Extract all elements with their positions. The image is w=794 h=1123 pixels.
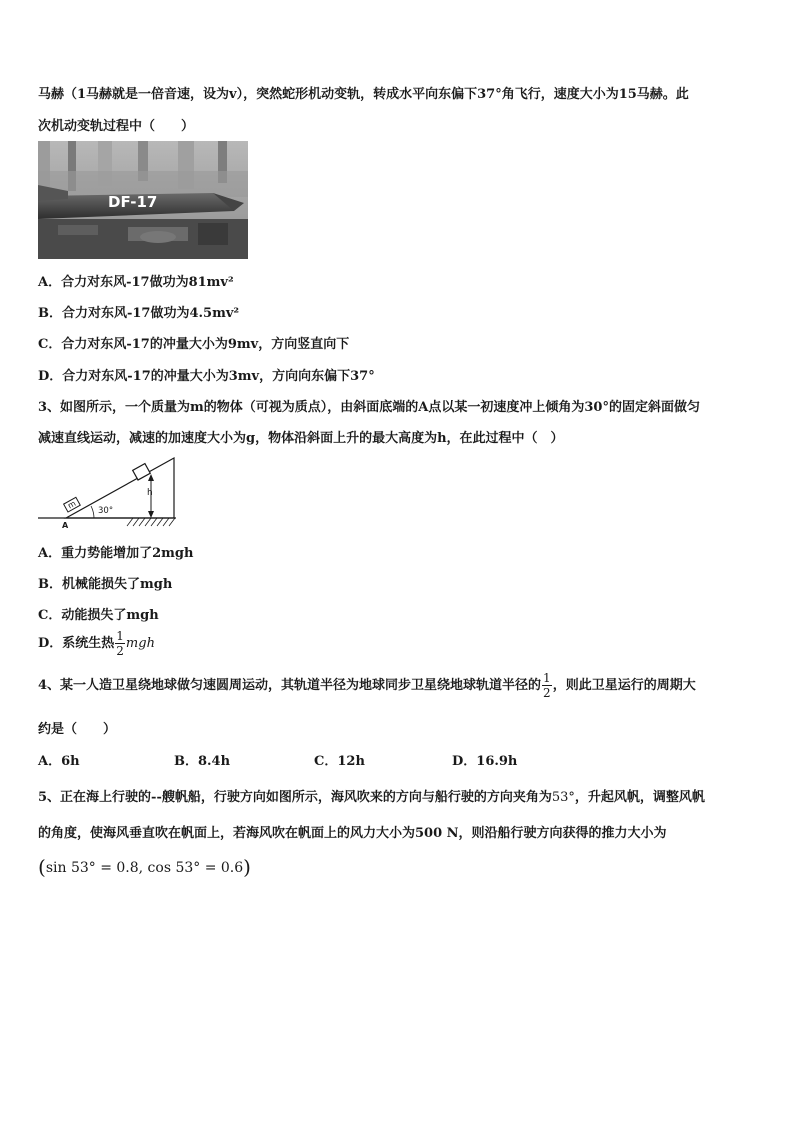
q4-stem-suffix: ，则此卫星运行的周期大 — [552, 678, 696, 693]
q4-stem-line2: 约是（ ） — [38, 722, 117, 737]
q5-stem-suffix: ，升起风帆，调整风帆 — [574, 790, 705, 805]
q3-stem-line2: 减速直线运动，减速的加速度大小为g，物体沿斜面上升的最大高度为h，在此过程中（ ） — [38, 431, 564, 446]
q3-option-b: B．机械能损失了mgh — [38, 577, 173, 592]
df17-photo-illustration — [38, 141, 248, 259]
q2-option-c: C．合力对东风-17的冲量大小为9mv，方向竖直向下 — [38, 337, 350, 352]
q2-stem-line2: 次机动变轨过程中（ ） — [38, 119, 195, 134]
q4-fraction-denominator: 2 — [543, 686, 551, 700]
angle-label: 30° — [98, 506, 114, 516]
incline-diagram — [38, 450, 188, 532]
df17-photo — [38, 141, 248, 259]
q2-option-b: B．合力对东风-17做功为4.5mv² — [38, 306, 240, 321]
q5-formula-text: sin 53° = 0.8, cos 53° = 0.6 — [45, 860, 244, 876]
df17-photo-label: DF-17 — [108, 193, 158, 211]
height-label: h — [147, 488, 153, 498]
q3-option-d-denominator: 2 — [116, 644, 124, 658]
point-a-label: A — [62, 521, 69, 530]
q5-stem-line2: 的角度，使海风垂直吹在帆面上，若海风吹在帆面上的风力大小为500 N，则沿船行驶方向获得的推力大小为 — [38, 826, 667, 841]
q4-option-b: B．8.4h — [174, 754, 231, 769]
q2-stem-line1: 马赫（1马赫就是一倍音速，设为v），突然蛇形机动变轨，转成水平向东偏下37°角飞行，速度大小为15马赫。此 — [38, 87, 689, 102]
q3-option-d-fraction — [115, 630, 125, 657]
q5-formula: (sin 53° = 0.8, cos 53° = 0.6) — [38, 855, 251, 879]
q4-option-a: A．6h — [38, 754, 80, 769]
q2-option-d: D．合力对东风-17的冲量大小为3mv，方向向东偏下37° — [38, 369, 375, 384]
q5-angle: 53° — [551, 790, 575, 805]
q3-stem-line1: 3、如图所示，一个质量为m的物体（可视为质点），由斜面底端的A点以某一初速度冲上倾角为30°的固定斜面做匀 — [38, 400, 700, 415]
q4-fraction — [542, 672, 552, 699]
q5-stem-line1 — [38, 786, 705, 805]
q5-stem-prefix: 5、正在海上行驶的--艘帆船，行驶方向如图所示，海风吹来的方向与船行驶的方向夹角为 — [38, 790, 552, 805]
q2-option-a: A．合力对东风-17做功为81mv² — [38, 275, 234, 290]
q3-option-d-prefix: D．系统生热 — [38, 636, 115, 651]
q4-stem-line1 — [38, 672, 696, 699]
mass-label: m — [66, 498, 78, 511]
q3-option-d-numerator: 1 — [116, 629, 124, 643]
q4-stem-prefix: 4、某一人造卫星绕地球做匀速圆周运动，其轨道半径为地球同步卫星绕地球轨道半径的 — [38, 678, 542, 693]
q3-option-d-suffix: mgh — [125, 636, 155, 651]
q4-option-d: D．16.9h — [452, 754, 518, 769]
q3-option-a: A．重力势能增加了2mgh — [38, 546, 194, 561]
q3-option-c: C．动能损失了mgh — [38, 608, 159, 623]
q3-option-d — [38, 630, 155, 657]
q4-option-c: C．12h — [314, 754, 365, 769]
q4-fraction-numerator: 1 — [543, 671, 551, 685]
